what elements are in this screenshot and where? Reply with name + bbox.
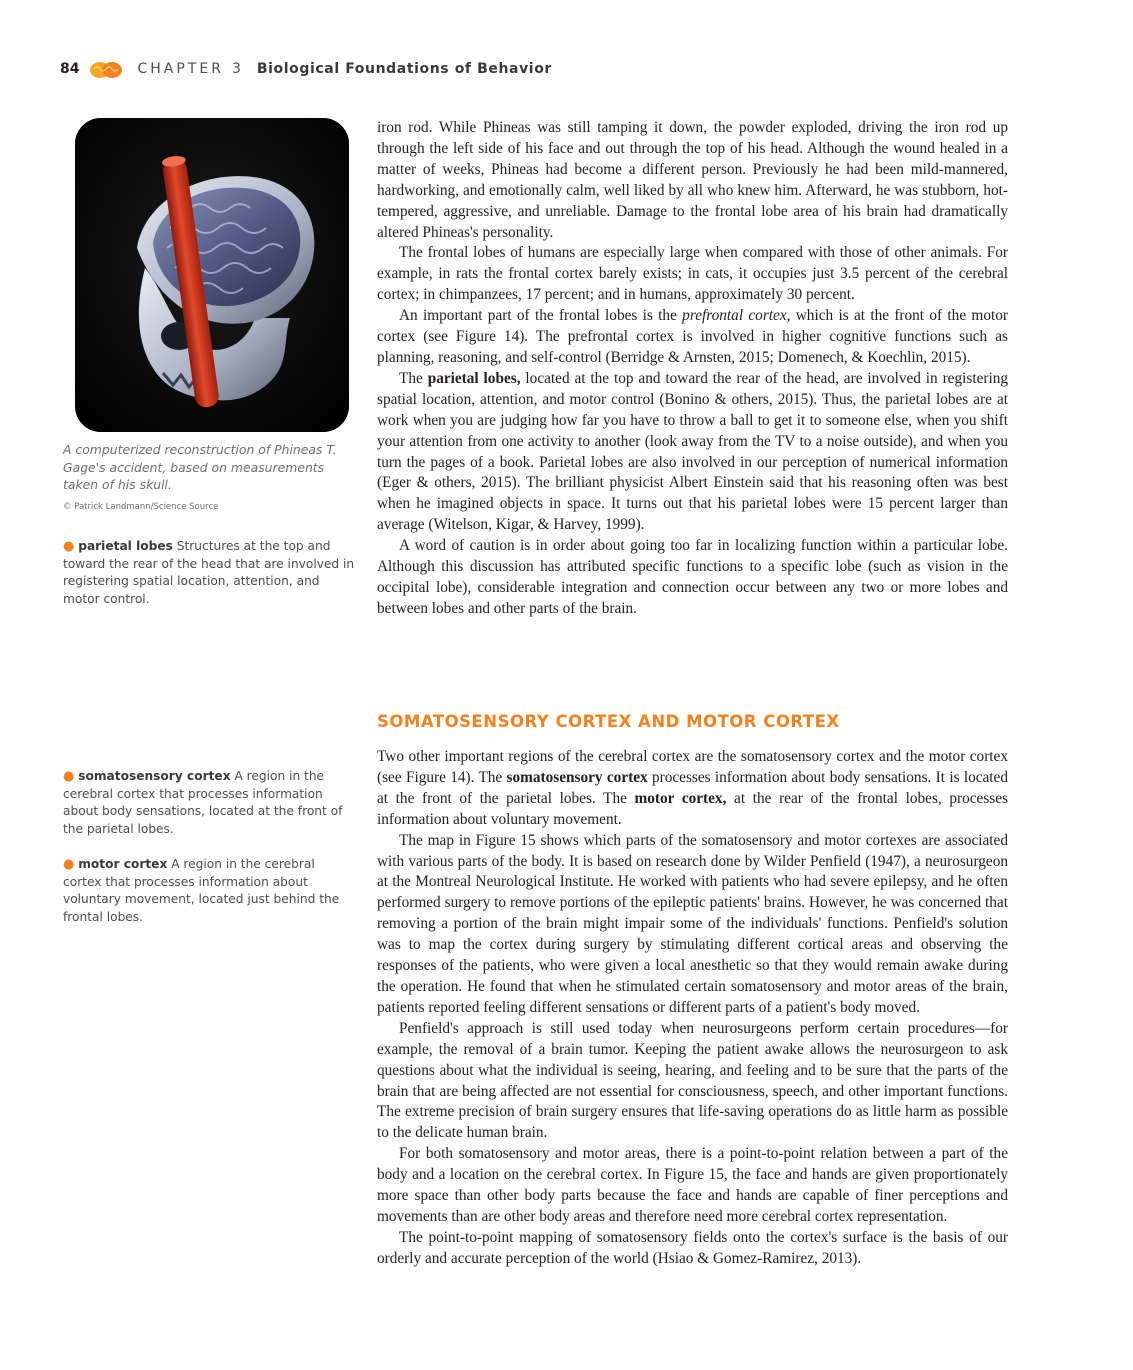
orange-bullet-icon: ●	[63, 857, 75, 872]
orange-brain-logo-icon	[89, 58, 123, 80]
paragraph: For both somatosensory and motor areas, there is a point-to-point relation between a part of the body and a location on the cerebral cortex. In Figure 15, the face and hands are given proportionately more space than other body parts because the face and hands are capable of finer perceptions and movements than are other body areas and therefore need more cerebral cortex representation.	[377, 1145, 1008, 1225]
paragraph: iron rod. While Phineas was still tamping it down, the powder exploded, driving the iron rod up through the left side of his face and out through the top of his head. Although the wound healed in a matter of weeks, Phineas had become a different person. Previously he had been mild-mannered, hardworking, and emotionally calm, well liked by all who knew him. Afterward, he was stubborn, hot-tempered, aggressive, and unreliable. Damage to the frontal lobe area of his brain had dramatically altered Phineas's personality.	[377, 119, 1008, 241]
body-text-somatosensory-motor	[377, 747, 1008, 1270]
phineas-gage-figure	[75, 118, 349, 432]
chapter-label: CHAPTER	[137, 61, 224, 77]
bold-term: somatosensory cortex	[506, 768, 648, 786]
page-header	[60, 58, 552, 80]
paragraph: Penfield's approach is still used today when neurosurgeons perform certain procedures—for example, the removal of a brain tumor. Keeping the patient awake allows the neurosurgeon to ask questions about what the individual is seeing, hearing, and feeling and to be sure that the parts of the brain that are being affected are not essential for consciousness, speech, and other important functions. The extreme precision of brain surgery ensures that life-saving operations do as little harm as possible to the delicate human brain.	[377, 1019, 1008, 1142]
margin-definition-parietal-lobes	[63, 538, 355, 608]
bold-term: motor cortex,	[634, 789, 727, 807]
paragraph: A word of caution is in order about going too far in localizing function within a particular lobe. Although this discussion has attributed specific functions to a specific lobe (such as vision in the occipital lobe), considerable integration and connection occur between any two or more lobes and between lobes and other parts of the brain.	[377, 537, 1008, 617]
definition-text: A region in the cerebral cortex that processes information about voluntary movement, located just behind the frontal lobes.	[63, 857, 340, 924]
definition-text: A region in the cerebral cortex that processes information about body sensations, located at the front of the parietal lobes.	[63, 769, 343, 836]
page-number: 84	[60, 61, 80, 77]
orange-bullet-icon: ●	[63, 539, 75, 554]
margin-definition-somatosensory-cortex	[63, 768, 355, 838]
definition-text: Structures at the top and toward the rear of the head that are involved in registering spatial location, attention, and motor control.	[63, 539, 355, 606]
figure-caption: A computerized reconstruction of Phineas T. Gage's accident, based on measurements taken of his skull.	[63, 442, 337, 492]
paragraph: Two other important regions of the cerebral cortex are the somatosensory cortex and the motor cortex (see Figure 14). The somatosensory cortex processes information about body sensations. It is located at the front of the parietal lobes. The motor cortex, at the rear of the frontal lobes, processes information about voluntary movement.	[377, 748, 1008, 828]
orange-bullet-icon: ●	[63, 769, 75, 784]
definition-term: motor cortex	[78, 857, 168, 871]
paragraph: The frontal lobes of humans are especially large when compared with those of other animals. For example, in rats the frontal cortex barely exists; in cats, it occupies just 3.5 percent of the cerebral cortex; in chimpanzees, 17 percent; and in humans, approximately 30 percent.	[377, 244, 1008, 304]
bold-term: parietal lobes,	[427, 369, 521, 387]
paragraph: The parietal lobes, located at the top and toward the rear of the head, are involved in registering spatial location, attention, and motor control (Bonino & others, 2015). Thus, the parietal lobes are at work when you are judging how far you have to throw a ball to get it to someone else, when you shift your attention from one activity to another (look away from the TV to a noise outside), and when you turn the pages of a book. Parietal lobes are also involved in our perception of numerical information (Eger & others, 2015). The brilliant physicist Albert Einstein said that his reasoning often was best when he imagined objects in space. It turns out that his parietal lobes were 15 percent larger than average (Witelson, Kigar, & Harvey, 1999).	[377, 369, 1008, 534]
definition-term: somatosensory cortex	[78, 769, 231, 783]
paragraph: The map in Figure 15 shows which parts of the somatosensory and motor cortexes are associated with various parts of the body. It is based on research done by Wilder Penfield (1947), a neurosurgeon at the Montreal Neurological Institute. He worked with patients who had severe epilepsy, and he often performed surgery to remove portions of the epileptic patients' brains. However, he was concerned that removing a portion of the brain might impair some of the individuals' functions. Penfield's solution was to map the cortex during surgery by stimulating different cortical areas and observing the responses of the patients, who were given a local anesthetic so that they would remain awake during the operation. He found that when he stimulated certain somatosensory and motor areas of the brain, patients reported feeling different sensations or different parts of a patient's body moved.	[377, 831, 1008, 1016]
paragraph: The point-to-point mapping of somatosensory fields onto the cortex's surface is the basis of our orderly and accurate perception of the world (Hsiao & Gomez-Ramirez, 2013).	[377, 1228, 1008, 1267]
margin-definition-motor-cortex	[63, 856, 355, 926]
figure-credit: © Patrick Landmann/Science Source	[63, 502, 219, 512]
definition-term: parietal lobes	[78, 539, 173, 553]
section-heading: SOMATOSENSORY CORTEX AND MOTOR CORTEX	[377, 712, 840, 731]
paragraph: An important part of the frontal lobes is the prefrontal cortex, which is at the front of the motor cortex (see Figure 14). The prefrontal cortex is involved in higher cognitive functions such as planning, reasoning, and self-control (Berridge & Arnsten, 2015; Domenech, & Koechlin, 2015).	[377, 307, 1008, 366]
body-text-frontal-parietal	[377, 118, 1008, 620]
chapter-number: 3	[231, 61, 241, 77]
italic-term: prefrontal cortex,	[682, 307, 791, 325]
chapter-title: Biological Foundations of Behavior	[256, 61, 552, 77]
skull-iron-rod-reconstruction-icon	[75, 118, 349, 432]
